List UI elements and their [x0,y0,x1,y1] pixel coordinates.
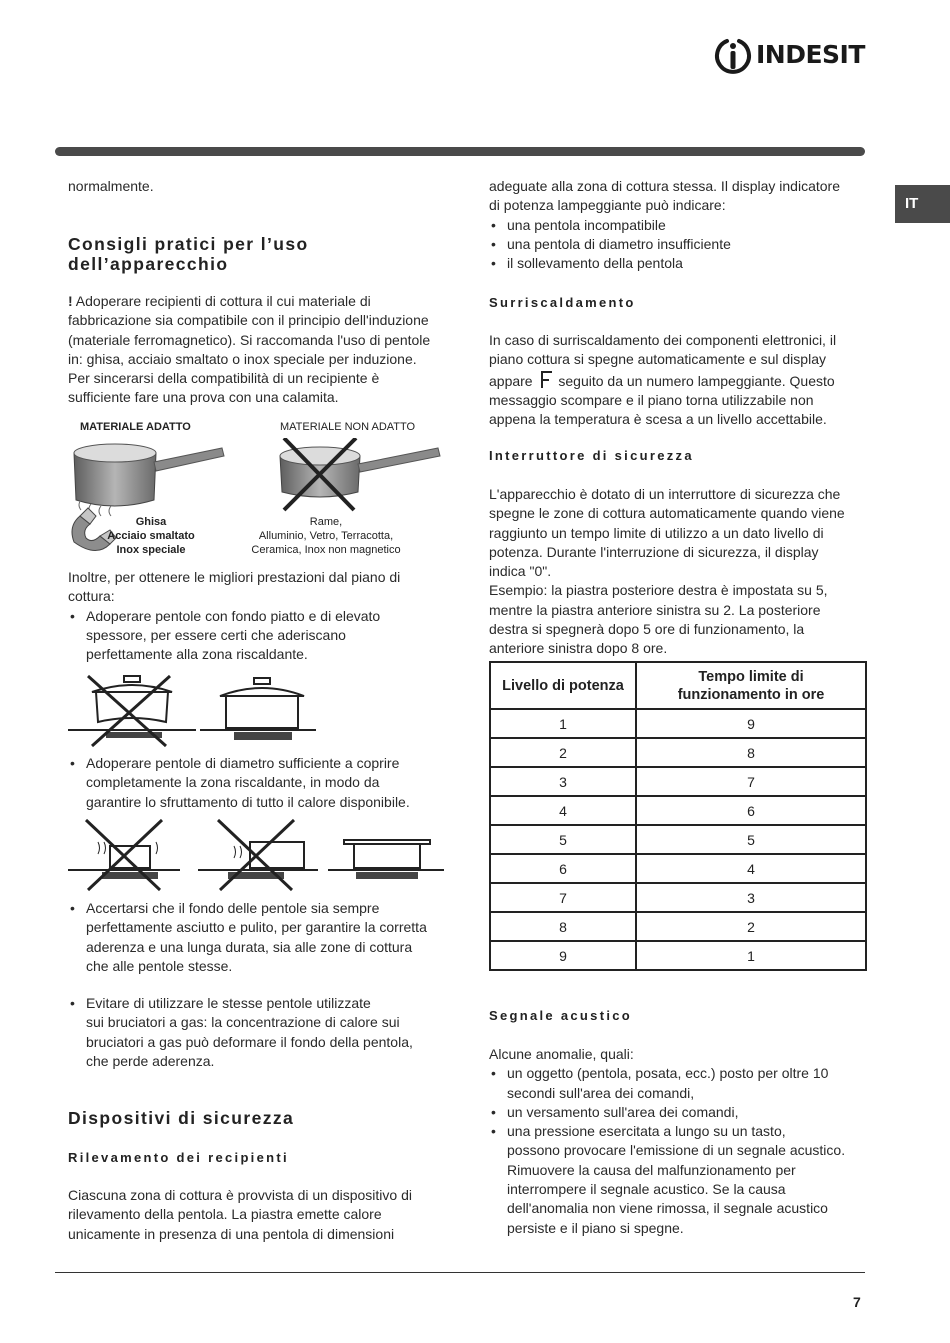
table-row [490,825,866,854]
warning-mark: ! [68,293,73,309]
text-line: bruciatori a gas può deformare il fondo della pentola, [86,1033,413,1050]
text-line: che alle pentole stesse. [86,957,233,974]
text-line: dell'anomalia non viene rimossa, il segnale acustico [507,1200,828,1217]
surriscaldamento-paragraph [489,331,869,429]
table-row [490,912,866,941]
table-cell: 6 [490,854,636,883]
small-pot-icon [68,820,180,890]
indesit-logo-icon [712,36,754,78]
suitable-pot-icon [74,444,224,516]
text-line: secondi sull'area dei comandi, [507,1084,695,1101]
text-line: potenza. Durante l'interruzione di sicurezza, il display [489,543,819,560]
text-line: fabbricazione sia compatibile con il principio dell'induzione [68,312,429,329]
caption-unsuitable [240,515,412,557]
heading-segnale: Segnale acustico [489,1008,633,1023]
bullet2-block [68,754,458,812]
table-cell: 8 [490,912,636,941]
text-line: di potenza lampeggiante può indicare: [489,197,726,214]
text-line: • una pentola di diametro insufficiente [507,235,731,252]
table-header-row [490,662,866,709]
caption-line: Alluminio, Vetro, Terracotta, [258,530,394,542]
bullet-item [489,1103,869,1122]
bullet-item [489,1122,869,1238]
caption-line: Inox speciale [116,544,186,556]
table-cell: 3 [490,767,636,796]
text-line: appena la temperatura è scesa a un livello accettabile. [489,411,827,428]
text-line: anteriore sinistra dopo 8 ore. [489,640,668,657]
text-line: Alcune anomalie, quali: [489,1046,634,1062]
flat-bottom-figure [66,670,316,750]
text-line: completamente la zona riscaldante, in modo da [86,774,380,791]
intro-text: normalmente. [68,178,154,194]
inoltre-paragraph [68,568,458,664]
text-line: • Accertarsi che il fondo delle pentole sia sempre [86,900,380,916]
caption-line: Ceramica, Inox non magnetico [251,544,401,556]
heading-rilevamento: Rilevamento dei recipienti [68,1150,289,1165]
time-limit-table [489,661,867,971]
bullet-item [68,754,458,812]
text-line: Per sincerarsi della compatibilità di un recipiente è [68,370,380,387]
header-line: funzionamento in ore [677,686,825,703]
table-cell: 7 [636,767,866,796]
label-material-ko: MATERIALE NON ADATTO [280,421,416,433]
header-bar [55,147,865,156]
correct-pot-icon [328,840,444,879]
flat-pot-icon [200,678,316,740]
text-line: • Adoperare pentole di diametro sufficiente a coprire [86,755,400,771]
bullet-item [489,235,869,254]
text-line: • un oggetto (pentola, posata, ecc.) posto per oltre 10 [507,1065,829,1082]
page-number: 7 [853,1294,861,1310]
interruttore-paragraph [489,485,869,659]
table-cell: 1 [636,941,866,970]
caption-line: Acciaio smaltato [107,530,195,542]
bullet3-4-block [68,899,458,1071]
diameter-figure [66,818,446,894]
text-line: destra si spegnerà dopo 5 ore di funzionamento, la [489,621,805,638]
heading-consigli-line2: dell’apparecchio [68,254,229,274]
text-line: garantire lo sfruttamento di tutto il calore disponibile. [86,793,410,810]
text-line: • Evitare di utilizzare le stesse pentole utilizzate [86,995,371,1012]
language-tab: IT [895,185,950,223]
text-line: in: ghisa, acciaio smaltato o inox speciale per induzione. [68,350,417,367]
text-line: Inoltre, per ottenere le migliori prestazioni dal piano di [68,569,401,585]
heading-dispositivi: Dispositivi di sicurezza [68,1108,295,1128]
caption-line: Ghisa [135,516,167,528]
text-line: • una pressione esercitata a lungo su un tasto, [507,1123,786,1140]
text-line: persiste e il piano si spegne. [507,1219,684,1236]
bullet-item [68,994,458,1071]
bullet-item [489,254,869,273]
text-line: • una pentola incompatibile [507,216,666,233]
table-row [490,709,866,738]
text-line: L'apparecchio è dotato di un interruttore di sicurezza che [489,486,841,502]
text-span: seguito da un numero lampeggiante. Questo [554,372,835,389]
label-material-ok: MATERIALE ADATTO [80,421,191,433]
bullet-item [489,216,869,235]
table-cell: 9 [490,941,636,970]
text-line: In caso di surriscaldamento dei componenti elettronici, il [489,332,837,348]
table-cell: 1 [490,709,636,738]
text-line: rilevamento della pentola. La piastra emette calore [68,1206,382,1223]
table-row [490,738,866,767]
text-line: sui bruciatori a gas: la concentrazione di calore sui [86,1014,400,1031]
unsuitable-pot-icon [280,438,440,510]
text-line: mentre la piastra anteriore sinistra su 2. La posteriore [489,601,821,618]
rilevamento-paragraph [68,1186,458,1244]
text-line: spessore, per essere certi che aderiscano [86,626,346,643]
heading-interruttore: Interruttore di sicurezza [489,448,694,463]
table-row [490,767,866,796]
table-cell: 2 [490,738,636,767]
header-line: Tempo limite di [698,668,804,685]
table-cell: 5 [490,825,636,854]
footer-rule [55,1272,865,1273]
table-cell: 4 [490,796,636,825]
heading-consigli-line1: Consigli pratici per l’uso [68,234,309,254]
bullet-item [489,1064,869,1103]
segnale-paragraph [489,1045,869,1238]
warning-paragraph [68,292,458,408]
table-row [490,883,866,912]
text-line: perfettamente alla zona riscaldante. [86,646,308,663]
text-line: • un versamento sull'area dei comandi, [507,1103,739,1120]
bullet-item [68,607,458,665]
indesit-logo [712,36,872,76]
table-header-cell: Livello di potenza [490,662,636,709]
text-line: interrompere il segnale acustico. Se la causa [507,1181,786,1198]
text-span: appare [489,372,533,389]
table-cell: 9 [636,709,866,738]
table-row [490,854,866,883]
text-line: Rimuovere la causa del malfunzionamento per [507,1161,796,1178]
table-row [490,941,866,970]
text-line: possono provocare l'emissione di un segnale acustico. [507,1142,846,1159]
text-line: sufficiente fare una prova con una calamita. [68,389,339,406]
text-line: • Adoperare pentole con fondo piatto e di elevato [86,607,381,624]
table-cell: 2 [636,912,866,941]
text-line: Ciascuna zona di cottura è provvista di un dispositivo di [68,1187,412,1203]
table-cell: 8 [636,738,866,767]
brand-name: INDESIT [756,40,865,69]
table-cell: 7 [490,883,636,912]
display-f-icon [538,370,554,390]
table-header-cell [636,662,866,709]
caption-suitable [62,515,240,557]
text-line: spegne le zone di cottura automaticamente quando viene [489,505,845,522]
warped-pot-icon [68,676,196,746]
text-line: aderenza e una lunga durata, sia alle zone di cottura [86,938,413,955]
text-line: cottura: [68,588,115,605]
text-line: messaggio scompare e il piano torna utilizzabile non [489,391,814,408]
display-paragraph [489,177,869,273]
bullet-item [68,899,458,976]
table-cell: 5 [636,825,866,854]
text-line: adeguate alla zona di cottura stessa. Il display indicatore [489,178,840,194]
heading-surriscaldamento: Surriscaldamento [489,295,636,310]
text-line: perfettamente asciutto e pulito, per garantire la corretta [86,919,427,936]
text-line: Adoperare recipienti di cottura il cui materiale di [72,293,371,309]
text-line: • il sollevamento della pentola [507,255,683,272]
caption-line: Rame, [309,516,343,528]
table-cell: 3 [636,883,866,912]
table-cell: 6 [636,796,866,825]
text-line: (materiale ferromagnetico). Si raccomanda l'uso di pentole [68,331,431,348]
text-line: che perde aderenza. [86,1053,215,1070]
table-cell: 4 [636,854,866,883]
text-line: raggiunto un tempo limite di utilizzo a un dato livello di [489,524,824,541]
text-line: Esempio: la piastra posteriore destra è impostata su 5, [489,582,828,599]
text-line: indica "0". [489,563,552,580]
heading-consigli [68,234,458,274]
table-row [490,796,866,825]
offset-pot-icon [198,820,318,890]
left-column [68,177,458,196]
text-line: piano cottura si spegne automaticamente e sul display [489,351,826,368]
text-line: unicamente in presenza di una pentola di dimensioni [68,1225,395,1242]
